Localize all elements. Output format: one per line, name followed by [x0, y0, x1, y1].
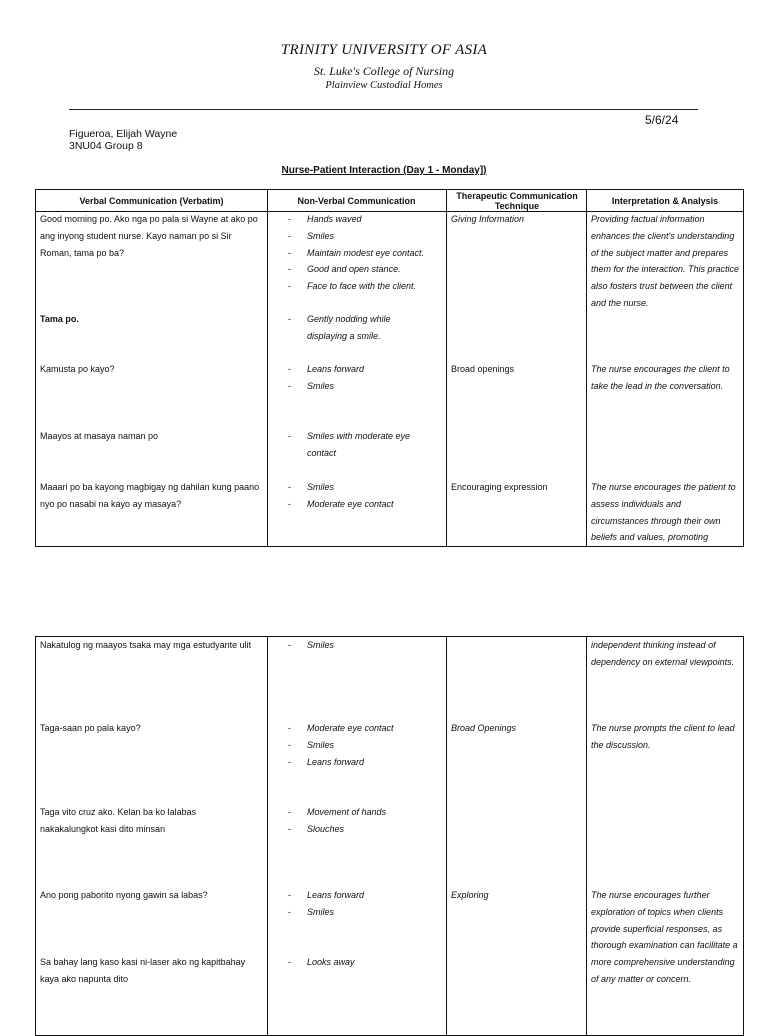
nonverbal-item: - Smiles — [268, 378, 446, 395]
college-name: St. Luke's College of Nursing — [313, 64, 455, 78]
nonverbal-item: - Maintain modest eye contact. — [268, 245, 446, 262]
university-name: TRINITY UNIVERSITY OF ASIA — [280, 42, 488, 58]
nonverbal-item: - Smiles — [268, 904, 446, 921]
verbal-entry: Good morning po. Ako nga po pala si Wayne at ako po ang inyong student nurse. Kayo naman po si Sir Roman, tama po ba? — [40, 214, 258, 258]
header-technique: Therapeutic Communication Technique — [456, 191, 578, 211]
verbal-entry: Sa bahay lang kaso kasi ni-laser ako ng kapitbahay kaya ako napunta dito — [40, 957, 246, 984]
analysis-entry: The nurse prompts the client to lead the discussion. — [591, 723, 735, 750]
verbal-entry: Taga vito cruz ako. Kelan ba ko lalabas nakakalungkot kasi dito minsan — [40, 807, 197, 834]
nonverbal-item: contact — [307, 447, 337, 458]
nonverbal-list — [268, 720, 446, 770]
header-rule — [69, 109, 698, 110]
verbal-entry: Ano pong paborito nyong gawin sa labas? — [40, 890, 208, 900]
header-verbal: Verbal Communication (Verbatim) — [79, 196, 224, 206]
verbal-entry: Nakatulog ng maayos tsaka may mga estudyante ulit — [40, 640, 252, 650]
header-nonverbal: Non-Verbal Communication — [297, 196, 416, 206]
analysis-entry: Providing factual information enhances the client's understanding of the subject matter and prepares them for the interaction. This practice also fosters trust between the client and the nurse. — [591, 214, 740, 308]
nonverbal-item: - Smiles — [268, 737, 446, 754]
verbal-entry: Maayos at masaya naman po — [40, 431, 159, 441]
nonverbal-item: - Slouches — [268, 821, 446, 838]
nonverbal-item: - Looks away — [268, 954, 446, 971]
column-divider — [446, 190, 447, 546]
date: 5/6/24 — [645, 113, 679, 127]
nonverbal-item: - Movement of hands — [268, 804, 446, 821]
interaction-table-2 — [35, 636, 744, 1036]
nonverbal-item: - Leans forward — [268, 754, 446, 771]
column-divider — [586, 637, 587, 1035]
interaction-table-1 — [35, 189, 744, 547]
group-label: 3NU04 Group 8 — [69, 140, 143, 152]
nonverbal-item: - Moderate eye contact — [268, 720, 446, 737]
column-divider — [586, 190, 587, 546]
nonverbal-item: - Gently nodding while — [268, 311, 446, 328]
nonverbal-item: - Leans forward — [268, 887, 446, 904]
nonverbal-item: - Leans forward — [268, 361, 446, 378]
nonverbal-list — [268, 428, 446, 462]
analysis-entry: The nurse encourages the patient to assess individuals and circumstances through their own beliefs and values, promoting — [591, 482, 736, 543]
nonverbal-list — [268, 479, 446, 513]
technique-entry: Broad openings — [451, 364, 515, 374]
analysis-entry: The nurse encourages further exploration of topics when clients provide superficial responses, as thorough examination can facilitate a more comprehensive understanding of any matter or concern. — [591, 890, 738, 984]
nonverbal-list — [268, 311, 446, 345]
nonverbal-item: - Moderate eye contact — [268, 496, 446, 513]
nonverbal-item: - Smiles with moderate eye — [268, 428, 446, 445]
analysis-entry: The nurse encourages the client to take the lead in the conversation. — [591, 364, 730, 391]
page-title: Nurse-Patient Interaction (Day 1 - Monday]) — [281, 165, 487, 176]
analysis-entry: independent thinking instead of dependency on external viewpoints. — [591, 640, 735, 667]
nonverbal-list — [268, 887, 446, 921]
nonverbal-list — [268, 211, 446, 295]
technique-entry: Encouraging expression — [451, 482, 548, 492]
nonverbal-item: - Smiles — [268, 479, 446, 496]
unit-name: Plainview Custodial Homes — [325, 80, 443, 91]
verbal-entry: Maaari po ba kayong magbigay ng dahilan kung paano nyo po nasabi na kayo ay masaya? — [40, 482, 260, 509]
nonverbal-item: displaying a smile. — [307, 330, 381, 341]
nonverbal-item: - Hands waved — [268, 211, 446, 228]
nonverbal-item: - Good and open stance. — [268, 261, 446, 278]
verbal-entry: Kamusta po kayo? — [40, 364, 115, 374]
student-name: Figueroa, Elijah Wayne — [69, 128, 178, 140]
nonverbal-item: - Smiles — [268, 228, 446, 245]
verbal-entry: Tama po. — [40, 314, 79, 324]
verbal-entry: Taga-saan po pala kayo? — [40, 723, 141, 733]
technique-entry: Broad Openings — [451, 723, 517, 733]
column-divider — [446, 637, 447, 1035]
header-analysis: Interpretation & Analysis — [611, 196, 719, 206]
nonverbal-list — [268, 637, 446, 654]
nonverbal-list — [268, 804, 446, 838]
nonverbal-item: - Face to face with the client. — [268, 278, 446, 295]
technique-entry: Exploring — [451, 890, 489, 900]
technique-entry: Giving Information — [451, 214, 525, 224]
nonverbal-list — [268, 361, 446, 395]
nonverbal-list — [268, 954, 446, 971]
nonverbal-item: - Smiles — [268, 637, 446, 654]
